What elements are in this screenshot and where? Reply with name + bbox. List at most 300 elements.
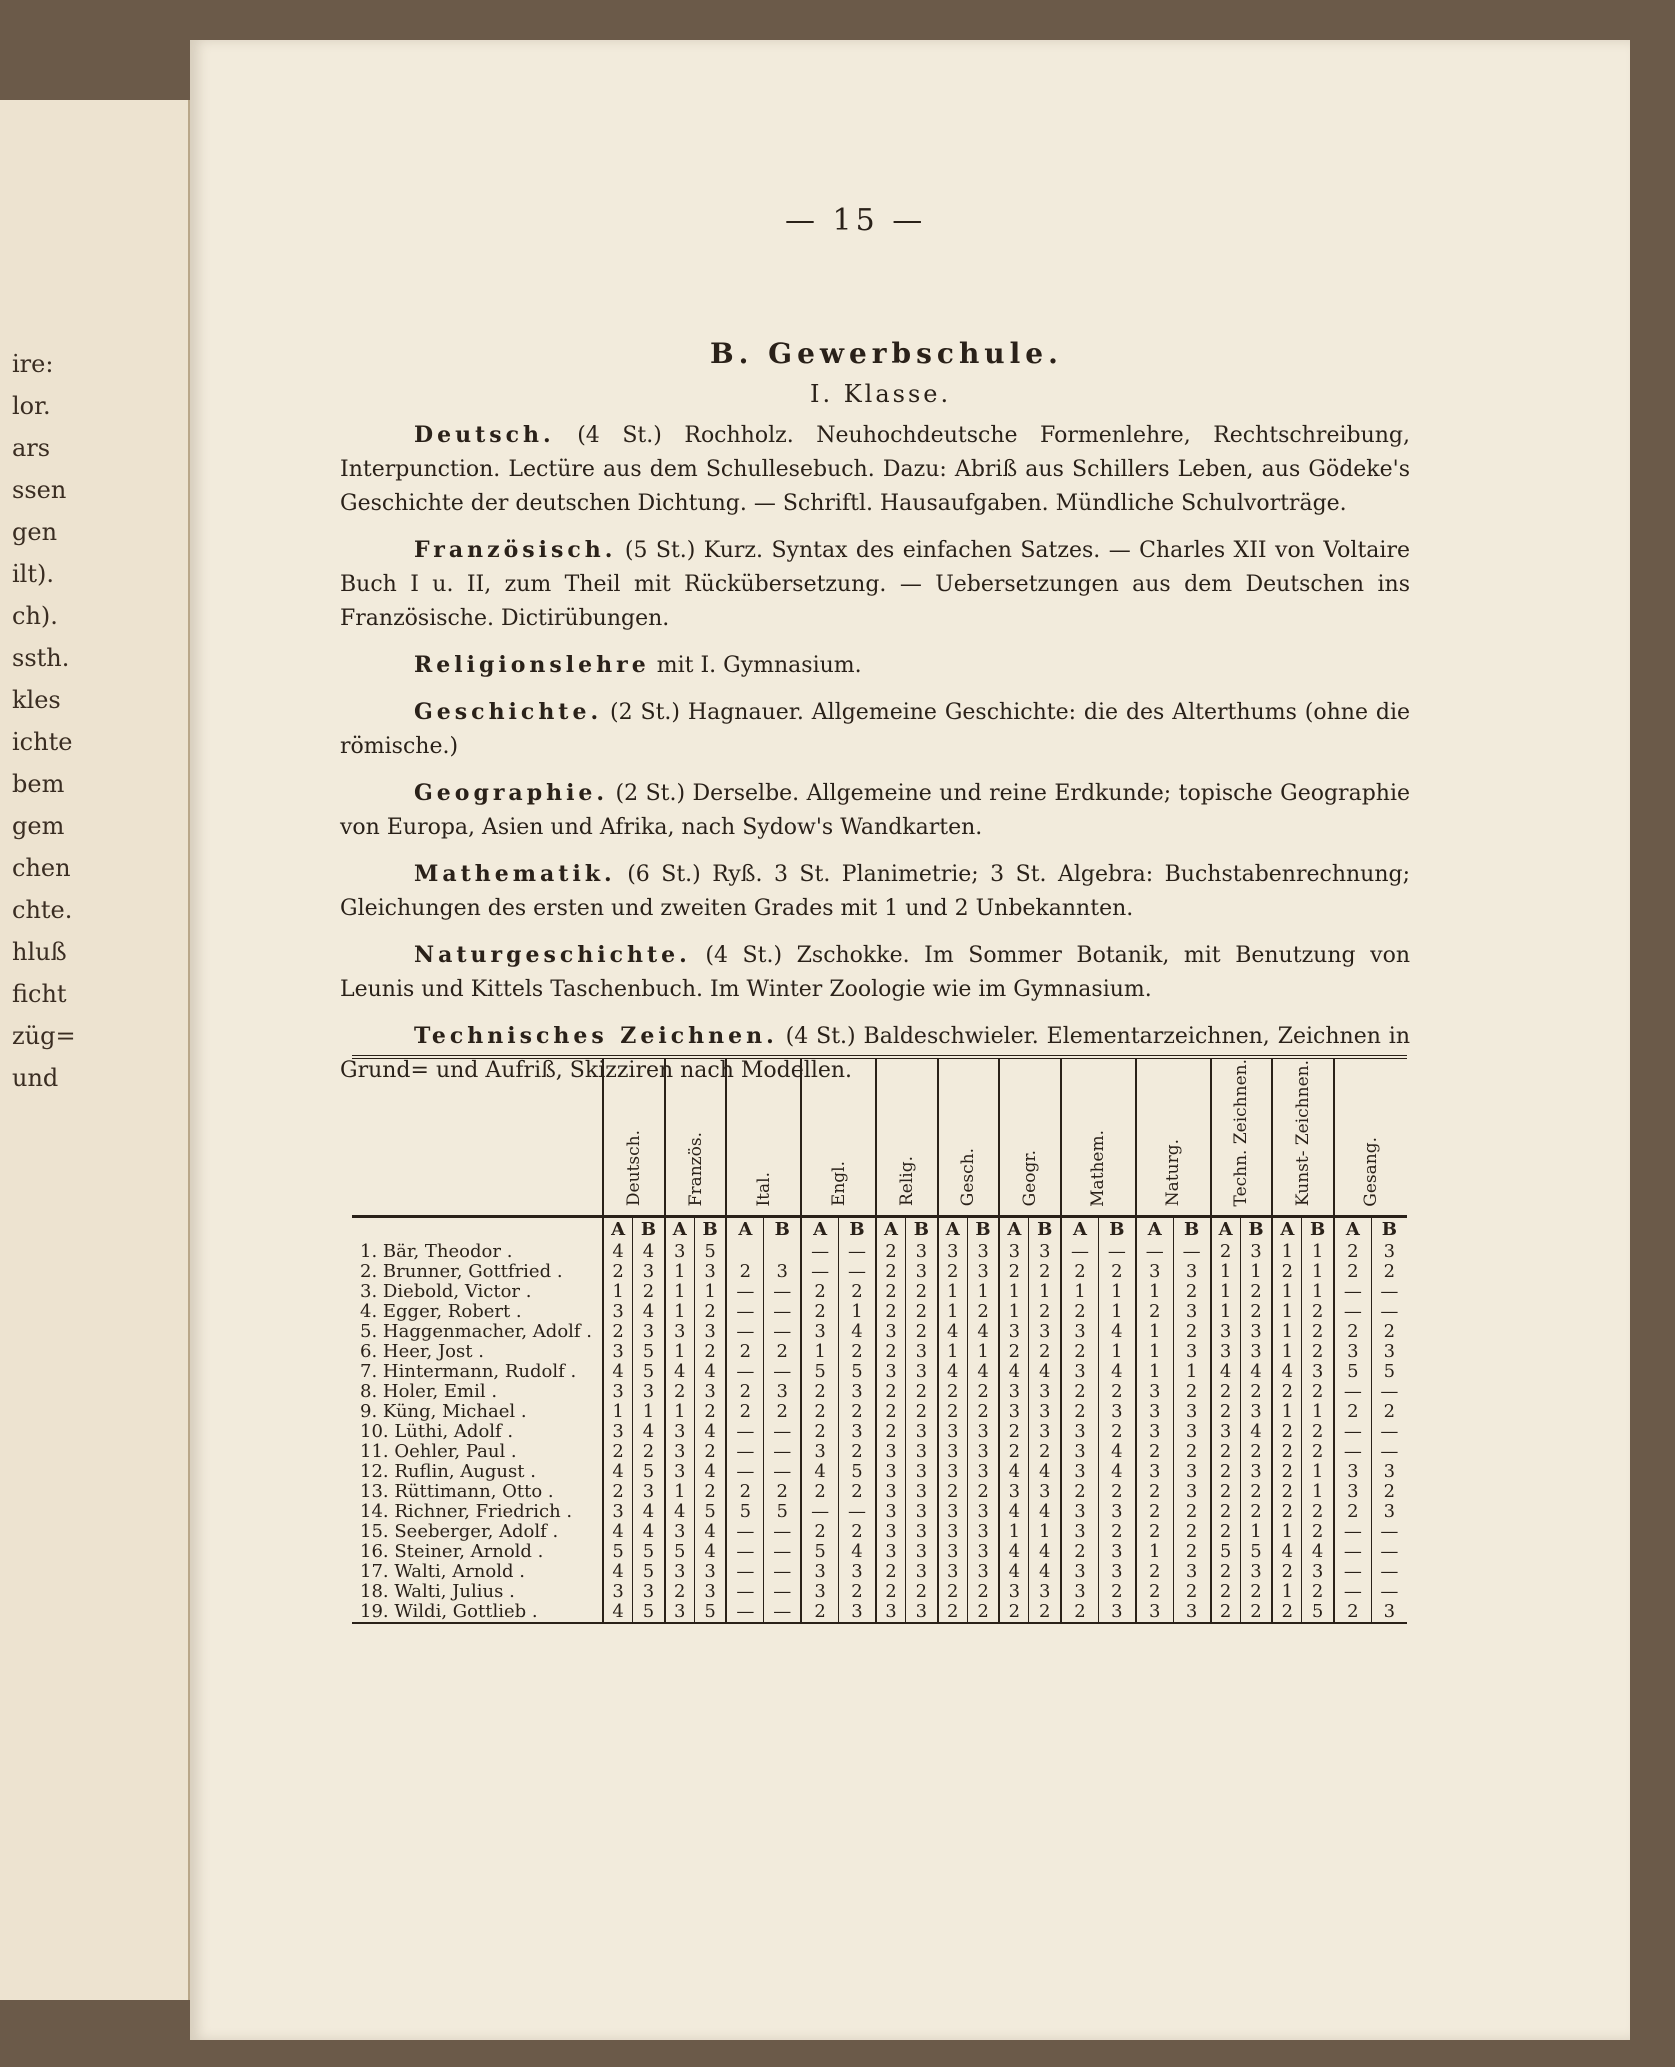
grade-cell: 2 <box>1302 1502 1334 1522</box>
left-page-fragment: chen <box>12 854 71 882</box>
grade-cell: 3 <box>999 1582 1029 1602</box>
student-row <box>352 1282 1407 1302</box>
ab-cell: B <box>1371 1217 1407 1243</box>
grade-cell: 3 <box>906 1342 938 1362</box>
grade-cell: 2 <box>1240 1502 1272 1522</box>
ab-cell: A <box>726 1217 763 1243</box>
grade-cell: 2 <box>1136 1482 1173 1502</box>
grade-cell: 2 <box>1334 1402 1371 1422</box>
student-name: 11. Oehler, Paul . <box>360 1441 517 1463</box>
student-row <box>352 1522 1407 1542</box>
grade-cell: — <box>726 1582 763 1602</box>
subject-description: (4 St.) Rochholz. Neuhochdeutsche Formenlehre, Rechtschreibung, Interpunction. Lectüre aus dem Schullesebuch. Dazu: Abriß aus Schillers Leben, aus Gödeke's Geschichte der deutschen Dichtung. — Schriftl. Hausaufgaben. Mündliche Schulvorträge. <box>340 423 1410 516</box>
grade-cell: 3 <box>1334 1482 1371 1502</box>
grade-cell: 1 <box>665 1302 695 1322</box>
grade-cell: 4 <box>967 1362 999 1382</box>
grade-cell: 2 <box>1334 1602 1371 1623</box>
curriculum-text <box>340 418 1410 1100</box>
grade-cell: 2 <box>1302 1342 1334 1362</box>
student-name: 8. Holer, Emil . <box>360 1381 498 1403</box>
grade-cell: 2 <box>801 1382 838 1402</box>
grade-cell: 2 <box>1136 1582 1173 1602</box>
grade-cell: — <box>726 1462 763 1482</box>
grade-cell: 3 <box>633 1322 665 1342</box>
grade-cell: 3 <box>1302 1362 1334 1382</box>
grade-cell: 5 <box>694 1602 726 1623</box>
subject-header <box>726 1059 801 1217</box>
grade-cell: 2 <box>906 1382 938 1402</box>
grade-cell: 4 <box>1240 1362 1272 1382</box>
grade-cell: 1 <box>1302 1282 1334 1302</box>
grade-cell: 3 <box>603 1302 633 1322</box>
grade-cell: 2 <box>1211 1482 1241 1502</box>
grade-cell: 3 <box>1061 1462 1098 1482</box>
grade-cell: 2 <box>1302 1322 1334 1342</box>
grade-cell: 3 <box>876 1462 906 1482</box>
student-row <box>352 1602 1407 1623</box>
subject-header <box>1061 1059 1136 1217</box>
grade-cell: 4 <box>633 1502 665 1522</box>
grade-cell: — <box>1334 1522 1371 1542</box>
grade-cell: 2 <box>876 1382 906 1402</box>
grade-cell: 2 <box>1061 1402 1098 1422</box>
grade-cell: — <box>839 1502 876 1522</box>
grade-cell: — <box>1334 1442 1371 1462</box>
grade-cell: 3 <box>603 1342 633 1362</box>
grade-cell: — <box>726 1322 763 1342</box>
grade-cell: 2 <box>1272 1482 1302 1502</box>
grade-cell: — <box>1371 1522 1407 1542</box>
grade-cell: — <box>1098 1242 1135 1262</box>
student-name: 12. Ruflin, August . <box>360 1461 536 1483</box>
subject-header-label: Kunst- Zeichnen. <box>1293 1060 1314 1207</box>
header-corner <box>352 1059 603 1217</box>
student-name: 16. Steiner, Arnold . <box>360 1541 544 1563</box>
grade-cell: 4 <box>1240 1422 1272 1442</box>
grade-cell: 3 <box>1098 1542 1135 1562</box>
grade-cell: 1 <box>967 1342 999 1362</box>
grade-cell: 2 <box>1211 1522 1241 1542</box>
grade-cell: 4 <box>694 1462 726 1482</box>
ab-row-label <box>352 1217 603 1243</box>
grade-cell: 3 <box>603 1502 633 1522</box>
grade-cell: 2 <box>1240 1602 1272 1623</box>
student-name: 9. Küng, Michael . <box>360 1401 527 1423</box>
grade-cell: — <box>726 1522 763 1542</box>
subject-header <box>603 1059 665 1217</box>
grade-cell: 3 <box>665 1562 695 1582</box>
student-row <box>352 1262 1407 1282</box>
grade-cell: 4 <box>603 1242 633 1262</box>
subject-description: (5 St.) Kurz. Syntax des einfachen Satzes. — Charles XII von Voltaire Buch I u. II, zum Theil mit Rückübersetzung. — Uebersetzungen aus dem Deutschen ins Französische. Dictirübungen. <box>340 538 1410 631</box>
grade-cell: 3 <box>1061 1562 1098 1582</box>
grade-cell: 3 <box>1061 1582 1098 1602</box>
ab-cell: B <box>906 1217 938 1243</box>
subject-name: Deutsch. <box>414 422 555 448</box>
subject-header-label: Deutsch. <box>623 1130 644 1207</box>
grade-cell: 3 <box>906 1242 938 1262</box>
grade-cell: — <box>764 1362 801 1382</box>
grade-cell: 2 <box>1061 1482 1098 1502</box>
grade-cell: 3 <box>1061 1522 1098 1542</box>
grade-cell: 4 <box>938 1322 968 1342</box>
grade-cell: 3 <box>801 1322 838 1342</box>
grade-cell: 5 <box>633 1542 665 1562</box>
left-page-fragment: ssth. <box>12 644 70 672</box>
student-name: 6. Heer, Jost . <box>360 1341 484 1363</box>
grade-cell: 2 <box>839 1402 876 1422</box>
grade-cell: 3 <box>694 1582 726 1602</box>
grade-cell: 2 <box>876 1302 906 1322</box>
grade-cell: 2 <box>1240 1382 1272 1402</box>
grade-cell: 2 <box>801 1402 838 1422</box>
grade-cell: 3 <box>665 1522 695 1542</box>
grade-cell: 3 <box>1098 1602 1135 1623</box>
grade-cell: 2 <box>876 1562 906 1582</box>
left-page-fragment: ficht <box>12 980 67 1008</box>
grade-cell: 2 <box>1334 1242 1371 1262</box>
grade-cell: 2 <box>876 1402 906 1422</box>
grade-cell: 2 <box>876 1242 906 1262</box>
grade-cell: 2 <box>1371 1402 1407 1422</box>
grade-cell: 2 <box>694 1482 726 1502</box>
grade-cell: 2 <box>938 1382 968 1402</box>
grade-cell: 1 <box>1136 1322 1173 1342</box>
grade-cell: 1 <box>999 1302 1029 1322</box>
grade-cell: 5 <box>603 1542 633 1562</box>
grade-cell: 2 <box>839 1342 876 1362</box>
grade-cell: 3 <box>999 1402 1029 1422</box>
grade-cell: 2 <box>967 1602 999 1623</box>
subject-header <box>801 1059 876 1217</box>
student-name: 17. Walti, Arnold . <box>360 1561 525 1583</box>
grade-cell: 2 <box>1098 1262 1135 1282</box>
grade-cell: 4 <box>999 1462 1029 1482</box>
grade-cell: 2 <box>603 1442 633 1462</box>
grade-cell: 3 <box>906 1542 938 1562</box>
grade-cell: 1 <box>665 1342 695 1362</box>
student-name: 13. Rüttimann, Otto . <box>360 1481 554 1503</box>
ab-cell: A <box>1211 1217 1241 1243</box>
grade-cell: 2 <box>726 1342 763 1362</box>
grade-cell: 1 <box>938 1302 968 1322</box>
student-row <box>352 1442 1407 1462</box>
grade-cell: 3 <box>938 1522 968 1542</box>
grade-cell: 2 <box>839 1522 876 1542</box>
left-page-fragment: kles <box>12 686 61 714</box>
grade-cell: 3 <box>1371 1342 1407 1362</box>
grade-cell: 2 <box>764 1482 801 1502</box>
grade-cell: 3 <box>1136 1462 1173 1482</box>
grade-cell: 4 <box>999 1502 1029 1522</box>
student-row <box>352 1562 1407 1582</box>
grade-cell: — <box>726 1422 763 1442</box>
grade-cell: 2 <box>839 1482 876 1502</box>
left-page-fragment: ichte <box>12 728 73 756</box>
grade-cell: 3 <box>603 1582 633 1602</box>
student-name: 3. Diebold, Victor . <box>360 1281 532 1303</box>
grade-cell: 2 <box>1061 1602 1098 1623</box>
grade-cell: 1 <box>999 1522 1029 1542</box>
student-row <box>352 1242 1407 1262</box>
grade-cell: — <box>1334 1282 1371 1302</box>
subject-header-label: Mathem. <box>1088 1129 1109 1207</box>
grade-cell: 3 <box>1098 1502 1135 1522</box>
grade-cell: 3 <box>665 1462 695 1482</box>
grade-cell: — <box>1334 1582 1371 1602</box>
subject-description: (4 St.) Baldeschwieler. Elementarzeichnen, Zeichnen in Grund= und Aufriß, Skizziren nach Modellen. <box>340 1024 1410 1083</box>
grade-cell: 1 <box>1272 1322 1302 1342</box>
subject-name: Religionslehre <box>414 652 650 678</box>
grade-cell: 2 <box>1061 1342 1098 1362</box>
grade-cell: 2 <box>801 1282 838 1302</box>
grade-cell: 2 <box>906 1302 938 1322</box>
subject-header-label: Ital. <box>753 1171 774 1207</box>
grade-cell: 2 <box>1272 1442 1302 1462</box>
subject-header-label: Geogr. <box>1020 1150 1041 1207</box>
grade-cell: 3 <box>665 1602 695 1623</box>
grade-cell: 2 <box>1211 1402 1241 1422</box>
ab-cell: A <box>1272 1217 1302 1243</box>
grade-cell: 3 <box>665 1242 695 1262</box>
grade-cell: — <box>839 1242 876 1262</box>
grade-cell: 3 <box>633 1482 665 1502</box>
grade-cell: 1 <box>1302 1482 1334 1502</box>
grade-cell: 5 <box>1371 1362 1407 1382</box>
grade-cell: 5 <box>633 1342 665 1362</box>
grade-cell: 3 <box>967 1242 999 1262</box>
grade-cell: 2 <box>1334 1262 1371 1282</box>
grade-cell: 3 <box>1211 1342 1241 1362</box>
grade-cell: — <box>726 1562 763 1582</box>
grade-cell: 1 <box>1098 1342 1135 1362</box>
grade-cell: 2 <box>1302 1302 1334 1322</box>
student-name: 15. Seeberger, Adolf . <box>360 1521 559 1543</box>
grade-cell: 1 <box>1029 1282 1061 1302</box>
grade-cell: 2 <box>603 1322 633 1342</box>
grade-cell: 1 <box>603 1402 633 1422</box>
grade-cell <box>726 1242 763 1262</box>
grade-cell: 2 <box>839 1442 876 1462</box>
grade-cell: 3 <box>1061 1322 1098 1342</box>
grade-cell: 3 <box>801 1562 838 1582</box>
grade-cell: 4 <box>839 1322 876 1342</box>
grade-cell: 3 <box>967 1542 999 1562</box>
grade-cell: 2 <box>938 1482 968 1502</box>
subject-header-label: Gesang. <box>1360 1136 1381 1207</box>
grade-cell: 3 <box>1029 1382 1061 1402</box>
grade-cell: 4 <box>603 1562 633 1582</box>
grade-cell: 5 <box>764 1502 801 1522</box>
grade-cell: 1 <box>665 1282 695 1302</box>
grade-cell: — <box>726 1442 763 1462</box>
grade-cell: 2 <box>906 1402 938 1422</box>
section-heading: B. Gewerbschule. <box>710 337 1063 370</box>
grade-cell: 4 <box>1098 1362 1135 1382</box>
grade-cell: — <box>764 1422 801 1442</box>
grade-cell: 2 <box>1029 1262 1061 1282</box>
grade-cell: 4 <box>665 1502 695 1522</box>
grade-cell: 2 <box>1302 1442 1334 1462</box>
grade-cell: 3 <box>1029 1582 1061 1602</box>
grade-cell: 3 <box>1136 1402 1173 1422</box>
grade-cell: 2 <box>906 1582 938 1602</box>
ab-cell: B <box>1173 1217 1210 1243</box>
grade-cell: 4 <box>633 1522 665 1542</box>
ab-cell: A <box>938 1217 968 1243</box>
grade-cell: 3 <box>876 1522 906 1542</box>
grade-cell: 5 <box>694 1242 726 1262</box>
grade-cell: 3 <box>1334 1342 1371 1362</box>
grade-cell: 1 <box>1061 1282 1098 1302</box>
grade-cell: 1 <box>1272 1282 1302 1302</box>
grade-cell: — <box>801 1242 838 1262</box>
grade-cell: 2 <box>999 1602 1029 1623</box>
left-page-fragment: und <box>12 1064 59 1092</box>
grade-cell: 3 <box>906 1602 938 1623</box>
grade-cell: — <box>1371 1582 1407 1602</box>
grade-cell: 3 <box>694 1382 726 1402</box>
grade-cell: 3 <box>1173 1402 1210 1422</box>
grade-cell: 5 <box>633 1462 665 1482</box>
grade-cell: 2 <box>999 1262 1029 1282</box>
grade-cell: — <box>801 1502 838 1522</box>
grade-cell: 3 <box>1098 1562 1135 1582</box>
grade-cell: 2 <box>764 1342 801 1362</box>
grade-cell: 2 <box>726 1402 763 1422</box>
grade-cell: 5 <box>1240 1542 1272 1562</box>
grade-cell: 2 <box>1272 1502 1302 1522</box>
grade-cell: 3 <box>876 1442 906 1462</box>
grade-cell: 3 <box>1371 1602 1407 1623</box>
grade-cell: 2 <box>1211 1562 1241 1582</box>
grade-cell: 1 <box>694 1282 726 1302</box>
grade-cell: 1 <box>1272 1582 1302 1602</box>
grade-cell: 3 <box>938 1442 968 1462</box>
subject-header <box>1272 1059 1334 1217</box>
left-page-fragment: züg= <box>12 1022 76 1050</box>
grade-cell: 4 <box>1029 1502 1061 1522</box>
grade-cell: 3 <box>1302 1562 1334 1582</box>
subject-name: Geographie. <box>414 780 609 806</box>
grade-cell: 3 <box>967 1502 999 1522</box>
grade-cell: 2 <box>801 1422 838 1442</box>
grade-cell: — <box>1334 1542 1371 1562</box>
grade-cell: 3 <box>633 1262 665 1282</box>
grade-cell: — <box>726 1542 763 1562</box>
grades-table <box>352 1055 1407 1624</box>
grade-cell: 1 <box>1098 1282 1135 1302</box>
ab-cell: A <box>1334 1217 1371 1243</box>
grade-cell: — <box>801 1262 838 1282</box>
grade-cell: 1 <box>1302 1402 1334 1422</box>
grade-cell: — <box>764 1302 801 1322</box>
grade-cell: 4 <box>1272 1542 1302 1562</box>
subject-name: Mathematik. <box>414 861 616 887</box>
grade-cell: 2 <box>633 1442 665 1462</box>
grade-cell: 3 <box>938 1242 968 1262</box>
grade-cell: — <box>764 1442 801 1462</box>
grade-cell: 4 <box>694 1542 726 1562</box>
grade-cell: 4 <box>603 1602 633 1623</box>
grade-cell: 3 <box>967 1462 999 1482</box>
grade-cell: 1 <box>967 1282 999 1302</box>
student-row <box>352 1462 1407 1482</box>
grade-cell: 3 <box>694 1322 726 1342</box>
subject-description: (2 St.) Hagnauer. Allgemeine Geschichte: die des Alterthums (ohne die römische.) <box>340 700 1410 759</box>
left-page-fragment: ire: <box>12 350 54 378</box>
grade-cell: 2 <box>1098 1482 1135 1502</box>
ab-cell: B <box>1098 1217 1135 1243</box>
grade-cell: 3 <box>1173 1462 1210 1482</box>
grade-cell: 2 <box>999 1422 1029 1442</box>
grade-cell: 2 <box>1029 1302 1061 1322</box>
grade-cell: 4 <box>1272 1362 1302 1382</box>
grade-cell: 2 <box>1136 1302 1173 1322</box>
grade-cell: — <box>764 1562 801 1582</box>
grade-cell: 3 <box>967 1262 999 1282</box>
grade-cell: 3 <box>1061 1422 1098 1442</box>
grade-cell: — <box>726 1362 763 1382</box>
grade-cell: 2 <box>1173 1542 1210 1562</box>
grade-cell: 3 <box>1371 1462 1407 1482</box>
grade-cell: 1 <box>1302 1262 1334 1282</box>
grade-cell: 4 <box>603 1522 633 1542</box>
grade-cell: 2 <box>1098 1582 1135 1602</box>
grade-cell: 1 <box>999 1282 1029 1302</box>
student-name: 18. Walti, Julius . <box>360 1581 515 1603</box>
grade-cell: 1 <box>1173 1362 1210 1382</box>
ab-cell: B <box>1302 1217 1334 1243</box>
grade-cell: — <box>764 1602 801 1623</box>
grade-cell: 2 <box>603 1262 633 1282</box>
grade-cell: 1 <box>633 1402 665 1422</box>
student-name: 7. Hintermann, Rudolf . <box>360 1361 577 1383</box>
grade-cell: 2 <box>1029 1442 1061 1462</box>
ab-cell: B <box>1240 1217 1272 1243</box>
grade-cell: 1 <box>1211 1302 1241 1322</box>
grade-cell: 3 <box>603 1422 633 1442</box>
grade-cell: 3 <box>1211 1422 1241 1442</box>
grade-cell: 5 <box>839 1462 876 1482</box>
grade-cell: — <box>764 1582 801 1602</box>
grade-cell: 2 <box>1334 1322 1371 1342</box>
subject-header-label: Techn. Zeichnen. <box>1231 1059 1252 1207</box>
grade-cell: 2 <box>1173 1502 1210 1522</box>
grade-cell: 3 <box>1371 1242 1407 1262</box>
grade-cell: 1 <box>1272 1402 1302 1422</box>
grade-cell: 2 <box>1302 1422 1334 1442</box>
grade-cell: 3 <box>906 1362 938 1382</box>
grade-cell: — <box>764 1322 801 1342</box>
grade-cell: 3 <box>906 1562 938 1582</box>
grade-cell: 2 <box>906 1322 938 1342</box>
grade-cell: 2 <box>603 1482 633 1502</box>
grade-cell: 5 <box>633 1602 665 1623</box>
grade-cell: 5 <box>726 1502 763 1522</box>
grade-cell: 2 <box>1061 1302 1098 1322</box>
grade-cell: 3 <box>906 1482 938 1502</box>
grade-cell: 1 <box>801 1342 838 1362</box>
grade-cell: 3 <box>1173 1562 1210 1582</box>
grade-cell: — <box>1371 1302 1407 1322</box>
ab-cell: A <box>603 1217 633 1243</box>
grade-cell: — <box>1371 1422 1407 1442</box>
grade-cell: 4 <box>694 1362 726 1382</box>
grade-cell: 3 <box>1029 1242 1061 1262</box>
grade-cell: — <box>764 1522 801 1542</box>
ab-cell: B <box>694 1217 726 1243</box>
